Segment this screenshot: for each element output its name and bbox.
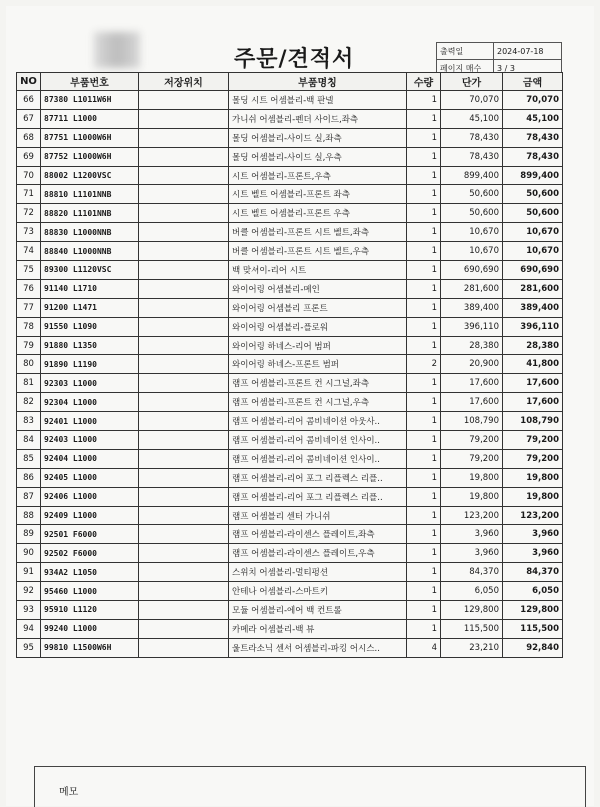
part-number: 88810 L1101NNB bbox=[41, 185, 139, 204]
amount: 10,670 bbox=[503, 242, 563, 261]
part-number: 88820 L1101NNB bbox=[41, 204, 139, 223]
unit-price: 28,380 bbox=[441, 336, 503, 355]
row-number: 67 bbox=[17, 109, 41, 128]
amount: 50,600 bbox=[503, 204, 563, 223]
part-number: 88830 L1000NNB bbox=[41, 223, 139, 242]
quantity: 1 bbox=[407, 544, 441, 563]
row-number: 91 bbox=[17, 563, 41, 582]
storage-location bbox=[139, 147, 229, 166]
amount: 6,050 bbox=[503, 582, 563, 601]
quantity: 1 bbox=[407, 298, 441, 317]
part-number: 92406 L1000 bbox=[41, 487, 139, 506]
table-row bbox=[17, 91, 563, 110]
unit-price: 6,050 bbox=[441, 582, 503, 601]
storage-location bbox=[139, 242, 229, 261]
unit-price: 79,200 bbox=[441, 449, 503, 468]
amount: 17,600 bbox=[503, 374, 563, 393]
unit-price: 79,200 bbox=[441, 431, 503, 450]
quantity: 1 bbox=[407, 166, 441, 185]
part-number: 92303 L1000 bbox=[41, 374, 139, 393]
part-name: 몰딩 시트 어셈블리-백 판넬 bbox=[229, 91, 407, 110]
row-number: 95 bbox=[17, 638, 41, 657]
row-number: 88 bbox=[17, 506, 41, 525]
row-number: 83 bbox=[17, 412, 41, 431]
unit-price: 19,800 bbox=[441, 487, 503, 506]
amount: 70,070 bbox=[503, 91, 563, 110]
amount: 50,600 bbox=[503, 185, 563, 204]
table-row bbox=[17, 261, 563, 280]
quantity: 1 bbox=[407, 185, 441, 204]
amount: 84,370 bbox=[503, 563, 563, 582]
table-header-row bbox=[17, 73, 563, 91]
table-row bbox=[17, 506, 563, 525]
quantity: 1 bbox=[407, 223, 441, 242]
storage-location bbox=[139, 317, 229, 336]
part-name: 버클 어셈블리-프론트 시트 벨트,좌측 bbox=[229, 223, 407, 242]
part-number: 88002 L1200VSC bbox=[41, 166, 139, 185]
unit-price: 17,600 bbox=[441, 393, 503, 412]
part-number: 92404 L1000 bbox=[41, 449, 139, 468]
table-row bbox=[17, 109, 563, 128]
table-row bbox=[17, 355, 563, 374]
col-header-amount: 금액 bbox=[503, 73, 563, 91]
table-row bbox=[17, 128, 563, 147]
quantity: 1 bbox=[407, 449, 441, 468]
table-row bbox=[17, 431, 563, 450]
storage-location bbox=[139, 487, 229, 506]
table-row bbox=[17, 317, 563, 336]
unit-price: 129,800 bbox=[441, 601, 503, 620]
unit-price: 396,110 bbox=[441, 317, 503, 336]
part-number: 89300 L1120VSC bbox=[41, 261, 139, 280]
quantity: 4 bbox=[407, 638, 441, 657]
row-number: 78 bbox=[17, 317, 41, 336]
amount: 899,400 bbox=[503, 166, 563, 185]
part-name: 램프 어셈블리-리어 콤비네이션 인사이.. bbox=[229, 431, 407, 450]
storage-location bbox=[139, 412, 229, 431]
storage-location bbox=[139, 619, 229, 638]
row-number: 69 bbox=[17, 147, 41, 166]
amount: 108,790 bbox=[503, 412, 563, 431]
order-table bbox=[16, 72, 563, 658]
amount: 41,800 bbox=[503, 355, 563, 374]
unit-price: 108,790 bbox=[441, 412, 503, 431]
redacted-logo bbox=[94, 32, 140, 68]
amount: 79,200 bbox=[503, 449, 563, 468]
col-header-no: NO bbox=[17, 73, 41, 91]
amount: 45,100 bbox=[503, 109, 563, 128]
storage-location bbox=[139, 128, 229, 147]
storage-location bbox=[139, 449, 229, 468]
part-name: 와이어링 어셈블리-메인 bbox=[229, 279, 407, 298]
meta-value: 2024-07-18 bbox=[494, 43, 562, 60]
part-name: 가니쉬 어셈블리-펜더 사이드,좌측 bbox=[229, 109, 407, 128]
table-row bbox=[17, 204, 563, 223]
unit-price: 10,670 bbox=[441, 242, 503, 261]
part-name: 울트라소닉 센서 어셈블리-파킹 어시스.. bbox=[229, 638, 407, 657]
part-name: 램프 어셈블리-라이센스 플레이트,우측 bbox=[229, 544, 407, 563]
part-name: 스위치 어셈블리-멀티펑션 bbox=[229, 563, 407, 582]
part-name: 시트 벨트 어셈블리-프론트 좌측 bbox=[229, 185, 407, 204]
part-name: 램프 어셈블리-리어 포그 리플렉스 리플.. bbox=[229, 468, 407, 487]
table-row bbox=[17, 638, 563, 657]
col-header-qty: 수량 bbox=[407, 73, 441, 91]
table-row bbox=[17, 393, 563, 412]
storage-location bbox=[139, 204, 229, 223]
storage-location bbox=[139, 91, 229, 110]
part-number: 91200 L1471 bbox=[41, 298, 139, 317]
storage-location bbox=[139, 582, 229, 601]
unit-price: 23,210 bbox=[441, 638, 503, 657]
quantity: 2 bbox=[407, 355, 441, 374]
part-number: 99810 L1500W6H bbox=[41, 638, 139, 657]
row-number: 66 bbox=[17, 91, 41, 110]
table-body bbox=[17, 91, 563, 658]
unit-price: 20,900 bbox=[441, 355, 503, 374]
table-row bbox=[17, 185, 563, 204]
amount: 389,400 bbox=[503, 298, 563, 317]
part-number: 92501 F6000 bbox=[41, 525, 139, 544]
row-number: 89 bbox=[17, 525, 41, 544]
row-number: 86 bbox=[17, 468, 41, 487]
part-number: 92405 L1000 bbox=[41, 468, 139, 487]
part-number: 88840 L1000NNB bbox=[41, 242, 139, 261]
amount: 78,430 bbox=[503, 128, 563, 147]
unit-price: 17,600 bbox=[441, 374, 503, 393]
unit-price: 45,100 bbox=[441, 109, 503, 128]
part-number: 87751 L1000W6H bbox=[41, 128, 139, 147]
unit-price: 84,370 bbox=[441, 563, 503, 582]
part-number: 92403 L1000 bbox=[41, 431, 139, 450]
table-row bbox=[17, 147, 563, 166]
storage-location bbox=[139, 393, 229, 412]
part-name: 램프 어셈블리-리어 콤비네이션 인사이.. bbox=[229, 449, 407, 468]
row-number: 72 bbox=[17, 204, 41, 223]
quantity: 1 bbox=[407, 242, 441, 261]
memo-box bbox=[34, 766, 586, 807]
meta-key: 페이지 매수 bbox=[437, 60, 494, 77]
row-number: 87 bbox=[17, 487, 41, 506]
part-name: 시트 벨트 어셈블리-프론트 우측 bbox=[229, 204, 407, 223]
amount: 281,600 bbox=[503, 279, 563, 298]
storage-location bbox=[139, 525, 229, 544]
unit-price: 70,070 bbox=[441, 91, 503, 110]
document-sheet bbox=[6, 6, 594, 806]
part-number: 91880 L1350 bbox=[41, 336, 139, 355]
quantity: 1 bbox=[407, 279, 441, 298]
unit-price: 78,430 bbox=[441, 128, 503, 147]
quantity: 1 bbox=[407, 317, 441, 336]
storage-location bbox=[139, 336, 229, 355]
part-number: 99240 L1000 bbox=[41, 619, 139, 638]
table-row bbox=[17, 279, 563, 298]
unit-price: 115,500 bbox=[441, 619, 503, 638]
quantity: 1 bbox=[407, 412, 441, 431]
part-name: 램프 어셈블리-리어 포그 리플렉스 리플.. bbox=[229, 487, 407, 506]
table-row bbox=[17, 449, 563, 468]
unit-price: 3,960 bbox=[441, 544, 503, 563]
amount: 396,110 bbox=[503, 317, 563, 336]
part-number: 91550 L1090 bbox=[41, 317, 139, 336]
part-name: 와이어링 어셈블리 프론트 bbox=[229, 298, 407, 317]
quantity: 1 bbox=[407, 393, 441, 412]
part-name: 몰딩 어셈블리-사이드 실,우측 bbox=[229, 147, 407, 166]
part-number: 934A2 L1050 bbox=[41, 563, 139, 582]
storage-location bbox=[139, 506, 229, 525]
quantity: 1 bbox=[407, 374, 441, 393]
part-number: 87752 L1000W6H bbox=[41, 147, 139, 166]
unit-price: 10,670 bbox=[441, 223, 503, 242]
table-row bbox=[17, 468, 563, 487]
amount: 3,960 bbox=[503, 525, 563, 544]
col-header-part-name: 부품명칭 bbox=[229, 73, 407, 91]
part-number: 95910 L1120 bbox=[41, 601, 139, 620]
table-row bbox=[17, 242, 563, 261]
row-number: 76 bbox=[17, 279, 41, 298]
amount: 129,800 bbox=[503, 601, 563, 620]
row-number: 82 bbox=[17, 393, 41, 412]
unit-price: 690,690 bbox=[441, 261, 503, 280]
unit-price: 19,800 bbox=[441, 468, 503, 487]
amount: 10,670 bbox=[503, 223, 563, 242]
row-number: 79 bbox=[17, 336, 41, 355]
storage-location bbox=[139, 638, 229, 657]
storage-location bbox=[139, 468, 229, 487]
part-name: 시트 어셈블리-프론트,우측 bbox=[229, 166, 407, 185]
part-number: 87380 L1011W6H bbox=[41, 91, 139, 110]
unit-price: 50,600 bbox=[441, 204, 503, 223]
part-number: 92304 L1000 bbox=[41, 393, 139, 412]
quantity: 1 bbox=[407, 91, 441, 110]
storage-location bbox=[139, 185, 229, 204]
part-number: 91890 L1190 bbox=[41, 355, 139, 374]
storage-location bbox=[139, 601, 229, 620]
row-number: 75 bbox=[17, 261, 41, 280]
table-row bbox=[17, 601, 563, 620]
part-name: 몰딩 어셈블리-사이드 실,좌측 bbox=[229, 128, 407, 147]
part-number: 91140 L1710 bbox=[41, 279, 139, 298]
unit-price: 123,200 bbox=[441, 506, 503, 525]
part-name: 램프 어셈블리 센터 가니쉬 bbox=[229, 506, 407, 525]
part-number: 92401 L1000 bbox=[41, 412, 139, 431]
amount: 92,840 bbox=[503, 638, 563, 657]
meta-value: 3 / 3 bbox=[494, 60, 562, 77]
unit-price: 78,430 bbox=[441, 147, 503, 166]
unit-price: 50,600 bbox=[441, 185, 503, 204]
quantity: 1 bbox=[407, 109, 441, 128]
amount: 690,690 bbox=[503, 261, 563, 280]
amount: 79,200 bbox=[503, 431, 563, 450]
unit-price: 389,400 bbox=[441, 298, 503, 317]
part-name: 램프 어셈블리-리어 콤비네이션 아웃사.. bbox=[229, 412, 407, 431]
part-name: 버클 어셈블리-프론트 시트 벨트,우측 bbox=[229, 242, 407, 261]
row-number: 68 bbox=[17, 128, 41, 147]
row-number: 93 bbox=[17, 601, 41, 620]
storage-location bbox=[139, 166, 229, 185]
storage-location bbox=[139, 109, 229, 128]
amount: 78,430 bbox=[503, 147, 563, 166]
storage-location bbox=[139, 261, 229, 280]
storage-location bbox=[139, 279, 229, 298]
part-name: 백 맞셔이-리어 시트 bbox=[229, 261, 407, 280]
row-number: 92 bbox=[17, 582, 41, 601]
table-row bbox=[17, 336, 563, 355]
amount: 19,800 bbox=[503, 468, 563, 487]
part-number: 95460 L1000 bbox=[41, 582, 139, 601]
part-name: 카메라 어셈블리-백 뷰 bbox=[229, 619, 407, 638]
table-row bbox=[17, 619, 563, 638]
part-name: 램프 어셈블리-라이센스 플레이트,좌측 bbox=[229, 525, 407, 544]
table-row bbox=[17, 544, 563, 563]
quantity: 1 bbox=[407, 468, 441, 487]
part-name: 램프 어셈블리-프론트 컨 시그널,우측 bbox=[229, 393, 407, 412]
quantity: 1 bbox=[407, 128, 441, 147]
storage-location bbox=[139, 355, 229, 374]
unit-price: 281,600 bbox=[441, 279, 503, 298]
table-row bbox=[17, 223, 563, 242]
quantity: 1 bbox=[407, 336, 441, 355]
quantity: 1 bbox=[407, 204, 441, 223]
row-number: 90 bbox=[17, 544, 41, 563]
part-name: 와이어링 어셈블리-플로워 bbox=[229, 317, 407, 336]
part-name: 와이어링 하네스-프론트 범퍼 bbox=[229, 355, 407, 374]
table-row bbox=[17, 298, 563, 317]
amount: 19,800 bbox=[503, 487, 563, 506]
quantity: 1 bbox=[407, 487, 441, 506]
quantity: 1 bbox=[407, 601, 441, 620]
quantity: 1 bbox=[407, 582, 441, 601]
storage-location bbox=[139, 374, 229, 393]
row-number: 77 bbox=[17, 298, 41, 317]
quantity: 1 bbox=[407, 147, 441, 166]
storage-location bbox=[139, 223, 229, 242]
table-row bbox=[17, 166, 563, 185]
unit-price: 899,400 bbox=[441, 166, 503, 185]
meta-key: 출력일 bbox=[437, 43, 494, 60]
row-number: 81 bbox=[17, 374, 41, 393]
part-name: 램프 어셈블리-프론트 컨 시그널,좌측 bbox=[229, 374, 407, 393]
row-number: 85 bbox=[17, 449, 41, 468]
part-number: 92409 L1000 bbox=[41, 506, 139, 525]
part-number: 87711 L1000 bbox=[41, 109, 139, 128]
col-header-unit-price: 단가 bbox=[441, 73, 503, 91]
table-row bbox=[17, 525, 563, 544]
quantity: 1 bbox=[407, 525, 441, 544]
part-number: 92502 F6000 bbox=[41, 544, 139, 563]
quantity: 1 bbox=[407, 431, 441, 450]
storage-location bbox=[139, 298, 229, 317]
page-title: 주문/견적서 bbox=[234, 47, 355, 72]
row-number: 71 bbox=[17, 185, 41, 204]
amount: 3,960 bbox=[503, 544, 563, 563]
row-number: 80 bbox=[17, 355, 41, 374]
part-name: 와이어링 하네스-리어 범퍼 bbox=[229, 336, 407, 355]
table-row bbox=[17, 412, 563, 431]
col-header-part-number: 부품번호 bbox=[41, 73, 139, 91]
table-row bbox=[17, 374, 563, 393]
memo-label: 메모 bbox=[59, 787, 79, 798]
storage-location bbox=[139, 431, 229, 450]
part-name: 안테나 어셈블리-스마트키 bbox=[229, 582, 407, 601]
quantity: 1 bbox=[407, 261, 441, 280]
quantity: 1 bbox=[407, 619, 441, 638]
table-row bbox=[17, 563, 563, 582]
row-number: 94 bbox=[17, 619, 41, 638]
quantity: 1 bbox=[407, 563, 441, 582]
col-header-location: 저장위치 bbox=[139, 73, 229, 91]
part-name: 모듈 어셈블리-에어 백 컨트롤 bbox=[229, 601, 407, 620]
table-row bbox=[17, 487, 563, 506]
amount: 28,380 bbox=[503, 336, 563, 355]
amount: 115,500 bbox=[503, 619, 563, 638]
row-number: 70 bbox=[17, 166, 41, 185]
amount: 17,600 bbox=[503, 393, 563, 412]
row-number: 84 bbox=[17, 431, 41, 450]
row-number: 73 bbox=[17, 223, 41, 242]
quantity: 1 bbox=[407, 506, 441, 525]
storage-location bbox=[139, 563, 229, 582]
row-number: 74 bbox=[17, 242, 41, 261]
table-row bbox=[17, 582, 563, 601]
storage-location bbox=[139, 544, 229, 563]
amount: 123,200 bbox=[503, 506, 563, 525]
unit-price: 3,960 bbox=[441, 525, 503, 544]
